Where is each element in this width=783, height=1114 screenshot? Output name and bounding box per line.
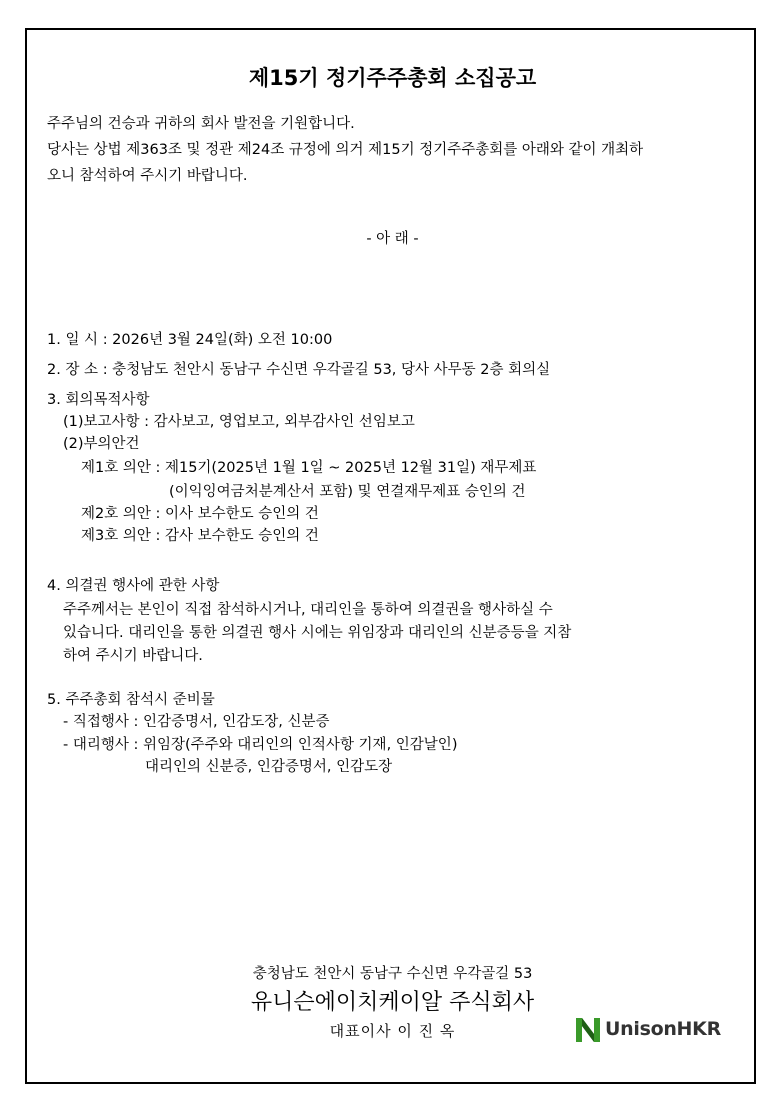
- unison-n-logo-icon: [574, 1014, 602, 1044]
- item-date-label: 1. 일 시: [47, 332, 99, 348]
- agenda-report: (1)보고사항 : 감사보고, 영업보고, 외부감사인 선임보고: [63, 414, 415, 430]
- intro-line-1: 주주님의 건승과 귀하의 회사 발전을 기원합니다.: [47, 116, 355, 132]
- ceo-name: 대표이사 이 진 옥: [329, 1022, 456, 1040]
- voting-line-1: 주주께서는 본인이 직접 참석하시거나, 대리인을 통하여 의결권을 행사하실 수: [63, 602, 553, 618]
- voting-line-3: 하여 주시기 바랍니다.: [63, 648, 203, 664]
- agenda-resolution-3: 제3호 의안 : 감사 보수한도 승인의 건: [81, 528, 319, 544]
- agenda-heading: 3. 회의목적사항: [47, 392, 150, 408]
- prep-proxy-line-1: - 대리행사 : 위임장(주주와 대리인의 인적사항 기재, 인감날인): [63, 737, 458, 753]
- notice-marker: - 아 래 -: [366, 231, 419, 247]
- company-name: 유니슨에이치케이알 주식회사: [250, 990, 535, 1015]
- item-date-value: : 2026년 3월 24일(화) 오전 10:00: [102, 332, 333, 348]
- prep-direct: - 직접행사 : 인감증명서, 인감도장, 신분증: [63, 714, 330, 730]
- voting-heading: 4. 의결권 행사에 관한 사항: [47, 578, 220, 594]
- agenda-resolution-heading: (2)부의안건: [63, 436, 140, 452]
- voting-line-2: 있습니다. 대리인을 통한 의결권 행사 시에는 위임장과 대리인의 신분증등을 지참: [63, 625, 572, 641]
- prep-proxy-line-2: 대리인의 신분증, 인감증명서, 인감도장: [145, 759, 393, 775]
- prep-heading: 5. 주주총회 참석시 준비물: [47, 692, 215, 708]
- item-place: [47, 358, 550, 379]
- logo-text: UnisonHKR: [605, 1018, 721, 1040]
- agenda-resolution-1-line-1: 제1호 의안 : 제15기(2025년 1월 1일 ~ 2025년 12월 31일) 재무제표: [81, 460, 537, 476]
- notice-frame: [25, 28, 756, 1084]
- item-place-label: 2. 장 소: [47, 362, 99, 378]
- agenda-resolution-2: 제2호 의안 : 이사 보수한도 승인의 건: [81, 506, 319, 522]
- intro-line-3: 오니 참석하여 주시기 바랍니다.: [47, 168, 248, 184]
- company-logo: [574, 1012, 721, 1046]
- intro-line-2: 당사는 상법 제363조 및 정관 제24조 규정에 의거 제15기 정기주주총회를 아래와 같이 개최하: [47, 142, 644, 158]
- footer-address: 충청남도 천안시 동남구 수신면 우각골길 53: [252, 966, 533, 982]
- page-title: 제15기 정기주주총회 소집공고: [248, 66, 537, 90]
- item-date: [47, 328, 332, 349]
- item-place-value: : 충청남도 천안시 동남구 수신면 우각골길 53, 당사 사무동 2층 회의실: [102, 362, 551, 378]
- agenda-resolution-1-line-2: (이익잉여금처분계산서 포함) 및 연결재무제표 승인의 건: [169, 484, 526, 500]
